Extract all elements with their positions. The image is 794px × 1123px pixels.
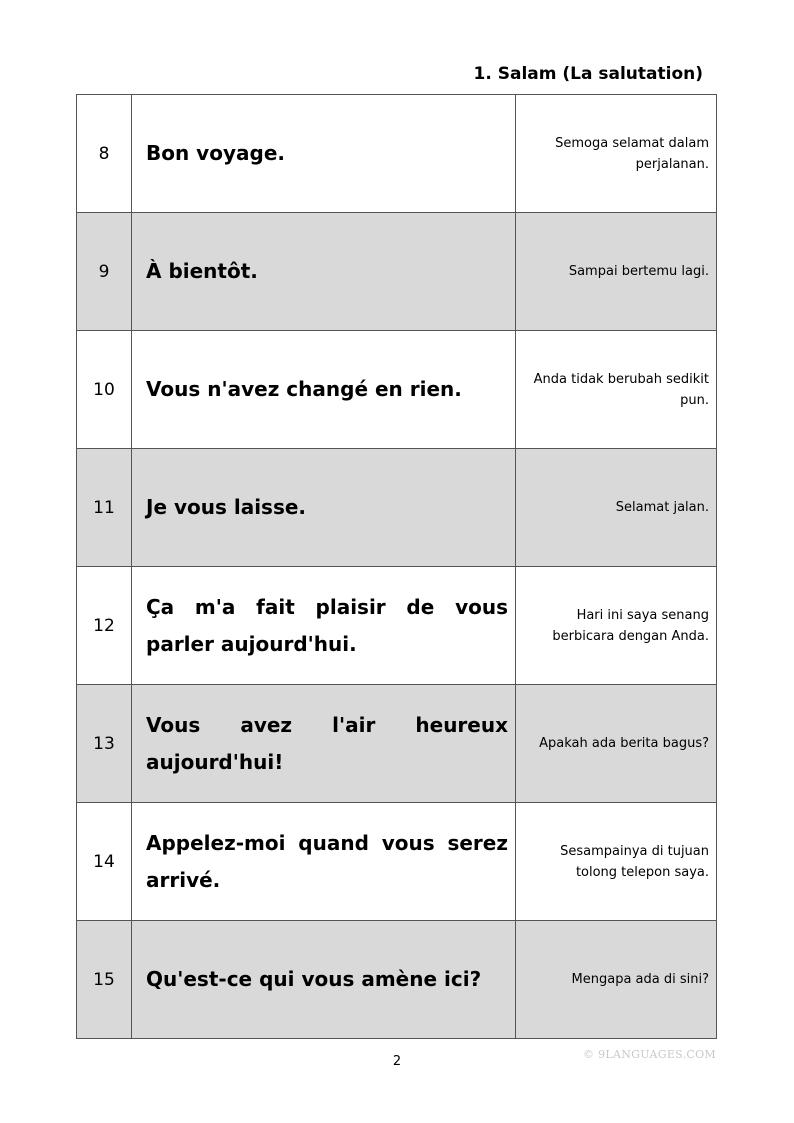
watermark: © 9LANGUAGES.COM bbox=[583, 1048, 716, 1061]
table-row bbox=[77, 685, 717, 803]
row-number: 11 bbox=[77, 449, 132, 567]
indonesian-translation: Semoga selamat dalam perjalanan. bbox=[516, 95, 717, 213]
indonesian-translation: Sampai bertemu lagi. bbox=[516, 213, 717, 331]
indonesian-translation: Selamat jalan. bbox=[516, 449, 717, 567]
indonesian-translation: Hari ini saya senang berbicara dengan Anda. bbox=[516, 567, 717, 685]
row-number: 14 bbox=[77, 803, 132, 921]
french-phrase: Je vous laisse. bbox=[132, 449, 516, 567]
indonesian-translation: Anda tidak berubah sedikit pun. bbox=[516, 331, 717, 449]
french-phrase: Ça m'a fait plaisir de vous parler aujourd'hui. bbox=[132, 567, 516, 685]
french-phrase: Appelez-moi quand vous serez arrivé. bbox=[132, 803, 516, 921]
indonesian-translation: Sesampainya di tujuan tolong telepon saya. bbox=[516, 803, 717, 921]
page-number: 2 bbox=[392, 1054, 402, 1069]
row-number: 12 bbox=[77, 567, 132, 685]
row-number: 9 bbox=[77, 213, 132, 331]
indonesian-translation: Mengapa ada di sini? bbox=[516, 921, 717, 1039]
french-phrase: Vous avez l'air heureux aujourd'hui! bbox=[132, 685, 516, 803]
french-phrase: Bon voyage. bbox=[132, 95, 516, 213]
row-number: 8 bbox=[77, 95, 132, 213]
french-phrase: Vous n'avez changé en rien. bbox=[132, 331, 516, 449]
french-phrase: Qu'est-ce qui vous amène ici? bbox=[132, 921, 516, 1039]
table-row bbox=[77, 95, 717, 213]
table-row bbox=[77, 331, 717, 449]
section-title: 1. Salam (La salutation) bbox=[473, 64, 703, 84]
row-number: 10 bbox=[77, 331, 132, 449]
row-number: 13 bbox=[77, 685, 132, 803]
table-row bbox=[77, 213, 717, 331]
indonesian-translation: Apakah ada berita bagus? bbox=[516, 685, 717, 803]
phrase-table bbox=[76, 94, 717, 1039]
french-phrase: À bientôt. bbox=[132, 213, 516, 331]
table-row bbox=[77, 567, 717, 685]
table-row bbox=[77, 921, 717, 1039]
table-row bbox=[77, 803, 717, 921]
table-row bbox=[77, 449, 717, 567]
row-number: 15 bbox=[77, 921, 132, 1039]
